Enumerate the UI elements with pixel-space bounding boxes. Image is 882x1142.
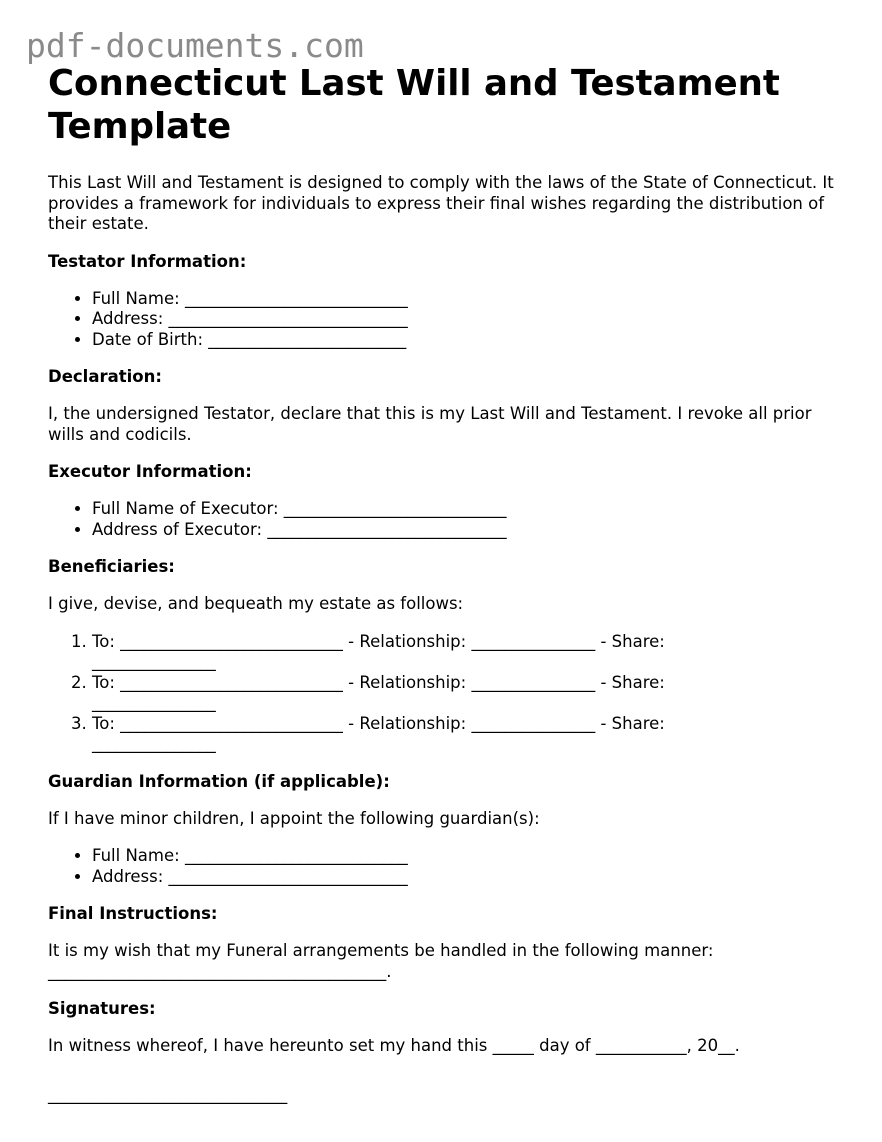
executor-heading: Executor Information: [48, 462, 252, 481]
list-item: • Address: _____________________________ [92, 309, 848, 330]
list-item: 3. To: ___________________________ - Relationship: _______________ - Share: _______________ [92, 714, 712, 755]
signature-line: _____________________________ [48, 1084, 288, 1104]
guardian-list [48, 846, 848, 887]
guardian-heading: Guardian Information (if applicable): [48, 771, 390, 791]
document-body [48, 62, 848, 1105]
list-item: 1. To: ___________________________ - Relationship: _______________ - Share: _______________ [92, 632, 712, 673]
signatures-text: In witness whereof, I have hereunto set my hand this _____ day of ___________, 20__. [48, 1036, 740, 1055]
signatures-heading: Signatures: [48, 999, 156, 1018]
list-item: • Address of Executor: _____________________________ [92, 520, 848, 541]
list-item: • Full Name: ___________________________ [92, 846, 848, 867]
list-item: • Full Name: ___________________________ [92, 289, 848, 310]
executor-list [48, 499, 848, 540]
intro-paragraph: This Last Will and Testament is designed to comply with the laws of the State of Connecticut. It provides a framework for individuals to express their final wishes regarding the distribution of their estate. [48, 173, 834, 233]
beneficiaries-heading: Beneficiaries: [48, 557, 175, 576]
beneficiaries-list [48, 632, 712, 755]
list-item: • Date of Birth: ________________________ [92, 330, 848, 351]
testator-list [48, 289, 848, 351]
list-item: 2. To: ___________________________ - Relationship: _______________ - Share: _______________ [92, 673, 712, 714]
declaration-text: I, the undersigned Testator, declare that this is my Last Will and Testament. I revoke all prior wills and codicils. [48, 404, 812, 444]
final-instructions-text: It is my wish that my Funeral arrangements be handled in the following manner: _________________________________________. [48, 941, 714, 981]
list-item: • Address: _____________________________ [92, 867, 848, 888]
guardian-text: If I have minor children, I appoint the following guardian(s): [48, 808, 540, 828]
testator-heading: Testator Information: [48, 251, 247, 271]
beneficiaries-text: I give, devise, and bequeath my estate as follows: [48, 594, 464, 613]
watermark: pdf-documents.com [26, 26, 364, 65]
list-item: • Full Name of Executor: ___________________________ [92, 499, 848, 520]
final-instructions-heading: Final Instructions: [48, 904, 218, 923]
page-title: Connecticut Last Will and Testament Template [48, 63, 780, 147]
declaration-heading: Declaration: [48, 367, 162, 386]
